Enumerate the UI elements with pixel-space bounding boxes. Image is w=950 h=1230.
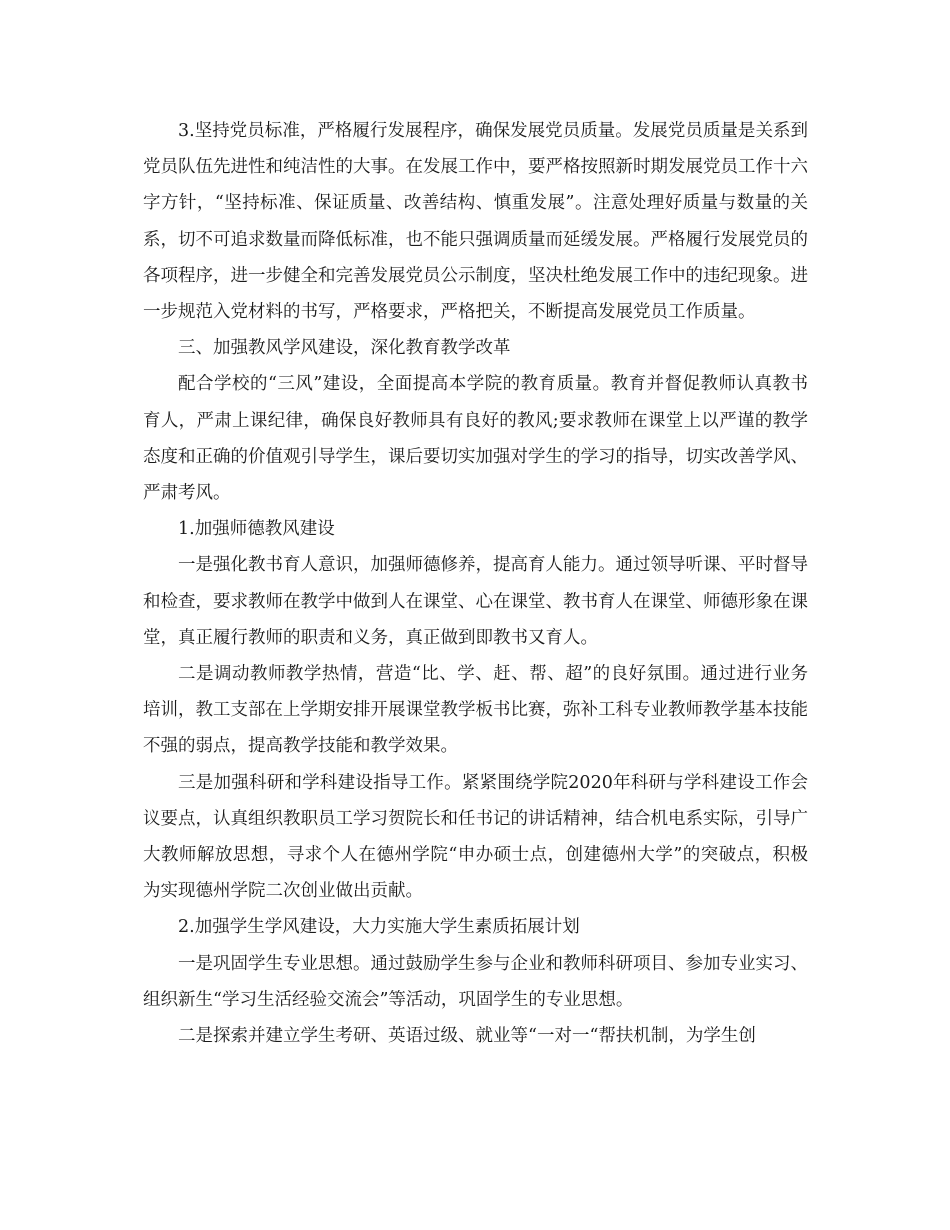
- document-body: [143, 113, 808, 1054]
- paragraph-party-member-standards: 3.坚持党员标准，严格履行发展程序，确保发展党员质量。发展党员质量是关系到党员队伍先进性和纯洁性的大事。在发展工作中，要严格按照新时期发展党员工作十六字方针，“坚持标准、保证质量、改善结构、慎重发展”。注意处理好质量与数量的关系，切不可追求数量而降低标准，也不能只强调质量而延缓发展。严格履行发展党员的各项程序，进一步健全和完善发展党员公示制度，坚决杜绝发展工作中的违纪现象。进一步规范入党材料的书写，严格要求，严格把关，不断提高发展党员工作质量。: [143, 121, 808, 323]
- paragraph-teaching-enthusiasm: 二是调动教师教学热情，营造“比、学、赶、帮、超”的良好氛围。通过进行业务培训，教工支部在上学期安排开展课堂教学板书比赛，弥补工科专业教师教学基本技能不强的弱点，提高教学技能和教学效果。: [143, 664, 808, 757]
- subheading-student-study-style: 2.加强学生学风建设，大力实施大学生素质拓展计划: [178, 917, 580, 938]
- paragraph-professional-thinking: 一是巩固学生专业思想。通过鼓励学生参与企业和教师科研项目、参加专业实习、组织新生“学习生活经验交流会”等活动，巩固学生的专业思想。: [143, 953, 808, 1010]
- paragraph-three-styles: 配合学校的“三风”建设，全面提高本学院的教育质量。教育并督促教师认真教书育人，严肃上课纪律，确保良好教师具有良好的教风;要求教师在课堂上以严谨的教学态度和正确的价值观引导学生，课后要切实加强对学生的学习的指导，切实改善学风、严肃考风。: [143, 374, 808, 504]
- paragraph-research-guidance: 三是加强科研和学科建设指导工作。紧紧围绕学院2020年科研与学科建设工作会议要点，认真组织教职员工学习贺院长和任书记的讲话精神，结合机电系实际，引导广大教师解放思想，寻求个人在德州学院“申办硕士点，创建德州大学”的突破点，积极为实现德州学院二次创业做出贡献。: [143, 772, 808, 902]
- paragraph-one-on-one-support: 二是探索并建立学生考研、英语过级、就业等“一对一“帮扶机制，为学生创: [178, 1026, 756, 1047]
- paragraph-teaching-awareness: 一是强化教书育人意识，加强师德修养，提高育人能力。通过领导听课、平时督导和检查，要求教师在教学中做到人在课堂、心在课堂、教书育人在课堂、师德形象在课堂，真正履行教师的职责和义务，真正做到即教书又育人。: [143, 555, 808, 648]
- subheading-teacher-ethics: 1.加强师德教风建设: [178, 519, 335, 540]
- section-heading-teaching-style: 三、加强教风学风建设，深化教育教学改革: [178, 338, 511, 359]
